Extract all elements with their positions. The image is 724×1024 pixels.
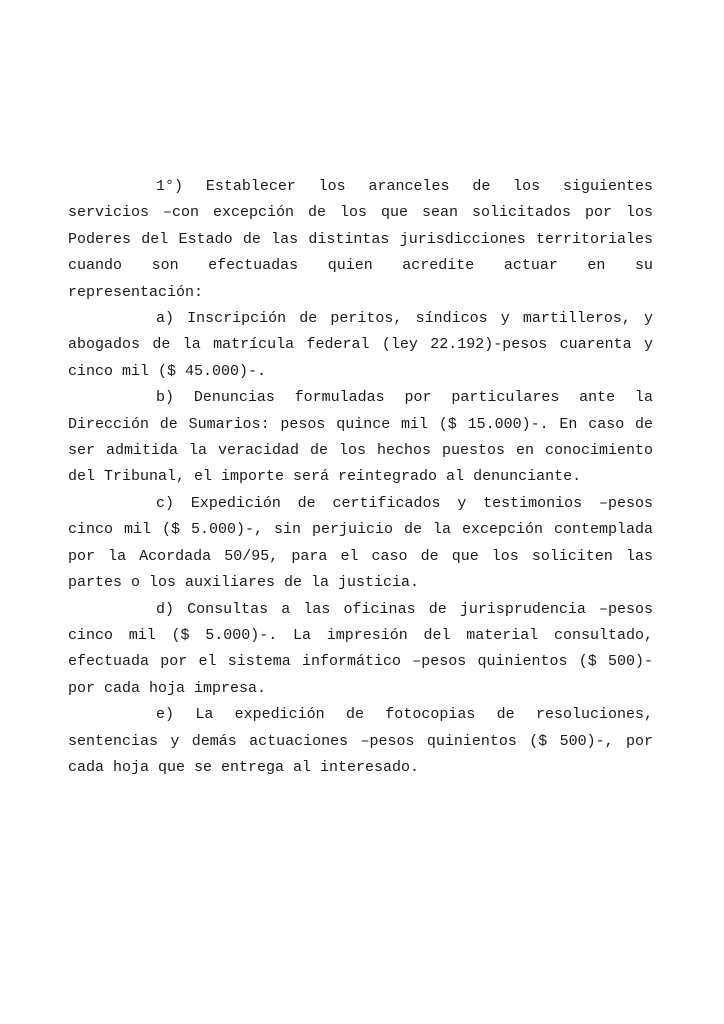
paragraph-item-d: d) Consultas a las oficinas de jurisprudencia –pesos cinco mil ($ 5.000)-. La impresión del material consultado, efectuada por el sistema informático –pesos quinientos ($ 500)- por cada hoja impresa. — [68, 600, 653, 697]
paragraph-establecer-aranceles: 1°) Establecer los aranceles de los siguientes servicios –con excepción de los que sean solicitados por los Poderes del Estado de las distintas jurisdicciones territoriales cuando son efectuadas quien acredite actuar en su representación: — [68, 178, 653, 301]
document-body — [68, 174, 653, 781]
paragraph-item-a: a) Inscripción de peritos, síndicos y martilleros, y abogados de la matrícula federal (ley 22.192)-pesos cuarenta y cinco mil ($ 45.000)-. — [68, 310, 653, 380]
paragraph-item-b: b) Denuncias formuladas por particulares ante la Dirección de Sumarios: pesos quince mil ($ 15.000)-. En caso de ser admitida la veracidad de los hechos puestos en conocimiento del Tribunal, el importe será reintegrado al denunciante. — [68, 389, 653, 486]
paragraph-item-e: e) La expedición de fotocopias de resoluciones, sentencias y demás actuaciones –pesos quinientos ($ 500)-, por cada hoja que se entrega al interesado. — [68, 706, 653, 776]
paragraph-item-c: c) Expedición de certificados y testimonios –pesos cinco mil ($ 5.000)-, sin perjuicio de la excepción contemplada por la Acordada 50/95, para el caso de que los soliciten las partes o los auxiliares de la justicia. — [68, 494, 653, 592]
